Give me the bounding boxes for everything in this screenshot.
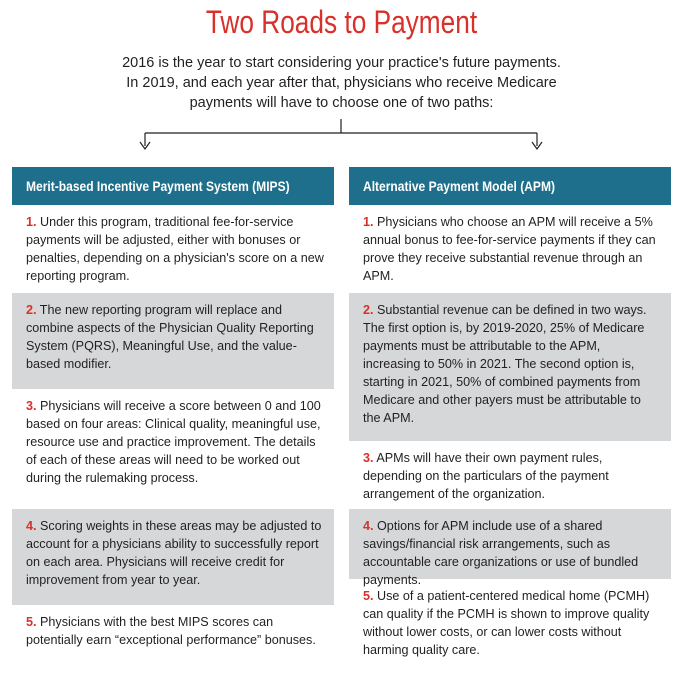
item-text: Physicians who choose an APM will receive a 5% annual bonus to fee-for-service payments if they can prove they receive substantial revenue through an APM. xyxy=(363,215,656,283)
intro-line-2: In 2019, and each year after that, physicians who receive Medicare xyxy=(126,75,557,91)
apm-item-4 xyxy=(349,509,671,587)
item-text: Use of a patient-centered medical home (PCMH) can quality if the PCMH is shown to improve quality without lower costs, or can lower costs without harming quality care. xyxy=(363,589,650,657)
page-title: Two Roads to Payment xyxy=(205,4,478,40)
fork-connector xyxy=(0,0,683,170)
item-number: 1. xyxy=(26,215,37,229)
apm-item-3 xyxy=(349,441,671,509)
item-text: Substantial revenue can be defined in two ways. The first option is, by 2019-2020, 25% of Medicare payments must be attributable to the APM, increasing to 50% in 2021. The second option is, starting in 2021, 50% of combined payments from Medicare and other payers must be attributable to the APM. xyxy=(363,303,647,425)
intro-line-3: payments will have to choose one of two paths: xyxy=(189,95,494,111)
item-number: 2. xyxy=(363,303,374,317)
item-number: 5. xyxy=(363,589,374,603)
mips-item-1 xyxy=(12,205,334,293)
apm-header: Alternative Payment Model (APM) xyxy=(349,167,671,205)
item-text: The new reporting program will replace and combine aspects of the Physician Quality Reporting System (PQRS), Meaningful Use, and the value-based modifier. xyxy=(26,303,314,371)
item-number: 3. xyxy=(26,399,37,413)
item-number: 5. xyxy=(26,615,37,629)
item-text: Physicians with the best MIPS scores can potentially earn “exceptional performance” bonuses. xyxy=(26,615,316,647)
mips-column xyxy=(12,167,334,685)
mips-item-5 xyxy=(12,605,334,685)
mips-header: Merit-based Incentive Payment System (MIPS) xyxy=(12,167,334,205)
apm-column xyxy=(349,167,671,675)
item-text: Scoring weights in these areas may be adjusted to account for a physicians ability to successfully report on each area. Physicians will receive credit for improvement from year to year. xyxy=(26,519,322,587)
item-text: Options for APM include use of a shared savings/financial risk arrangements, such as accountable care organizations or use of bundled payments. xyxy=(363,519,639,587)
apm-item-5 xyxy=(349,579,671,675)
item-number: 4. xyxy=(26,519,37,533)
item-text: Physicians will receive a score between 0 and 100 based on four areas: Clinical quality, meaningful use, resource use and practice improvement. The details of each of these areas will need to be worked out during the rulemaking process. xyxy=(26,399,321,485)
item-number: 3. xyxy=(363,451,374,465)
apm-item-2 xyxy=(349,293,671,441)
apm-item-1 xyxy=(349,205,671,293)
intro-line-1: 2016 is the year to start considering your practice's future payments. xyxy=(122,55,561,71)
item-number: 2. xyxy=(26,303,37,317)
item-number: 4. xyxy=(363,519,374,533)
mips-item-4 xyxy=(12,509,334,605)
item-text: Under this program, traditional fee-for-service payments will be adjusted, either with bonuses or penalties, depending on a physician's score on a new reporting program. xyxy=(26,215,324,283)
mips-item-3 xyxy=(12,389,334,509)
mips-item-2 xyxy=(12,293,334,389)
item-number: 1. xyxy=(363,215,374,229)
item-text: APMs will have their own payment rules, depending on the particulars of the payment arrangement of the organization. xyxy=(363,451,609,501)
